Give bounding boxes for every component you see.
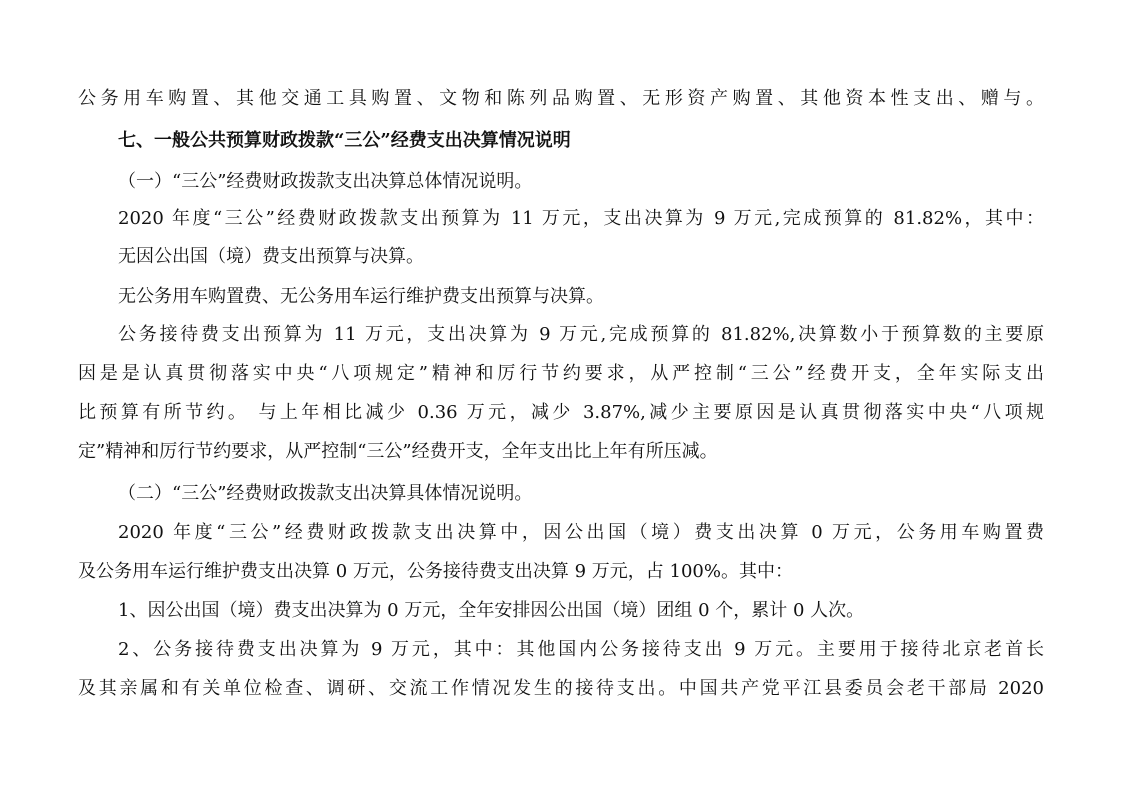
paragraph-line: 2、公务接待费支出决算为 9 万元，其中：其他国内公务接待支出 9 万元。主要用于接待北京老首长 bbox=[118, 639, 1044, 660]
paragraph-line: 2020 年度“三公”经费财政拨款支出预算为 11 万元，支出决算为 9 万元,完成预算的 81.82%，其中： bbox=[118, 208, 1044, 229]
paragraph-line: 2020 年度“三公”经费财政拨款支出决算中，因公出国（境）费支出决算 0 万元，公务用车购置费 bbox=[118, 522, 1044, 543]
paragraph-line: 无公务用车购置费、无公务用车运行维护费支出预算与决算。 bbox=[118, 286, 604, 307]
paragraph-line: 比预算有所节约。 与上年相比减少 0.36 万元，减少 3.87%,减少主要原因是认真贯彻落实中央“八项规 bbox=[78, 402, 1044, 423]
section-heading: 七、一般公共预算财政拨款“三公”经费支出决算情况说明 bbox=[118, 130, 571, 151]
subsection-heading: （一）“三公”经费财政拨款支出决算总体情况说明。 bbox=[118, 171, 533, 192]
paragraph-line: 及其亲属和有关单位检查、调研、交流工作情况发生的接待支出。中国共产党平江县委员会老干部局 2020 bbox=[78, 678, 1044, 699]
paragraph-line: 公务用车购置、其他交通工具购置、文物和陈列品购置、无形资产购置、其他资本性支出、赠与。 bbox=[78, 88, 1044, 109]
paragraph-line: 公务接待费支出预算为 11 万元，支出决算为 9 万元,完成预算的 81.82%,决算数小于预算数的主要原 bbox=[118, 324, 1044, 345]
paragraph-line: 定”精神和厉行节约要求，从严控制“三公”经费开支，全年支出比上年有所压减。 bbox=[78, 441, 718, 462]
paragraph-line: 因是是认真贯彻落实中央“八项规定”精神和厉行节约要求，从严控制“三公”经费开支，全年实际支出 bbox=[78, 363, 1044, 384]
paragraph-line: 1、因公出国（境）费支出决算为 0 万元，全年安排因公出国（境）团组 0 个，累计 0 人次。 bbox=[118, 600, 865, 621]
paragraph-line: 及公务用车运行维护费支出决算 0 万元，公务接待费支出决算 9 万元，占 100%。其中： bbox=[78, 561, 793, 582]
paragraph-line: 无因公出国（境）费支出预算与决算。 bbox=[118, 246, 424, 267]
subsection-heading: （二）“三公”经费财政拨款支出决算具体情况说明。 bbox=[118, 483, 533, 504]
